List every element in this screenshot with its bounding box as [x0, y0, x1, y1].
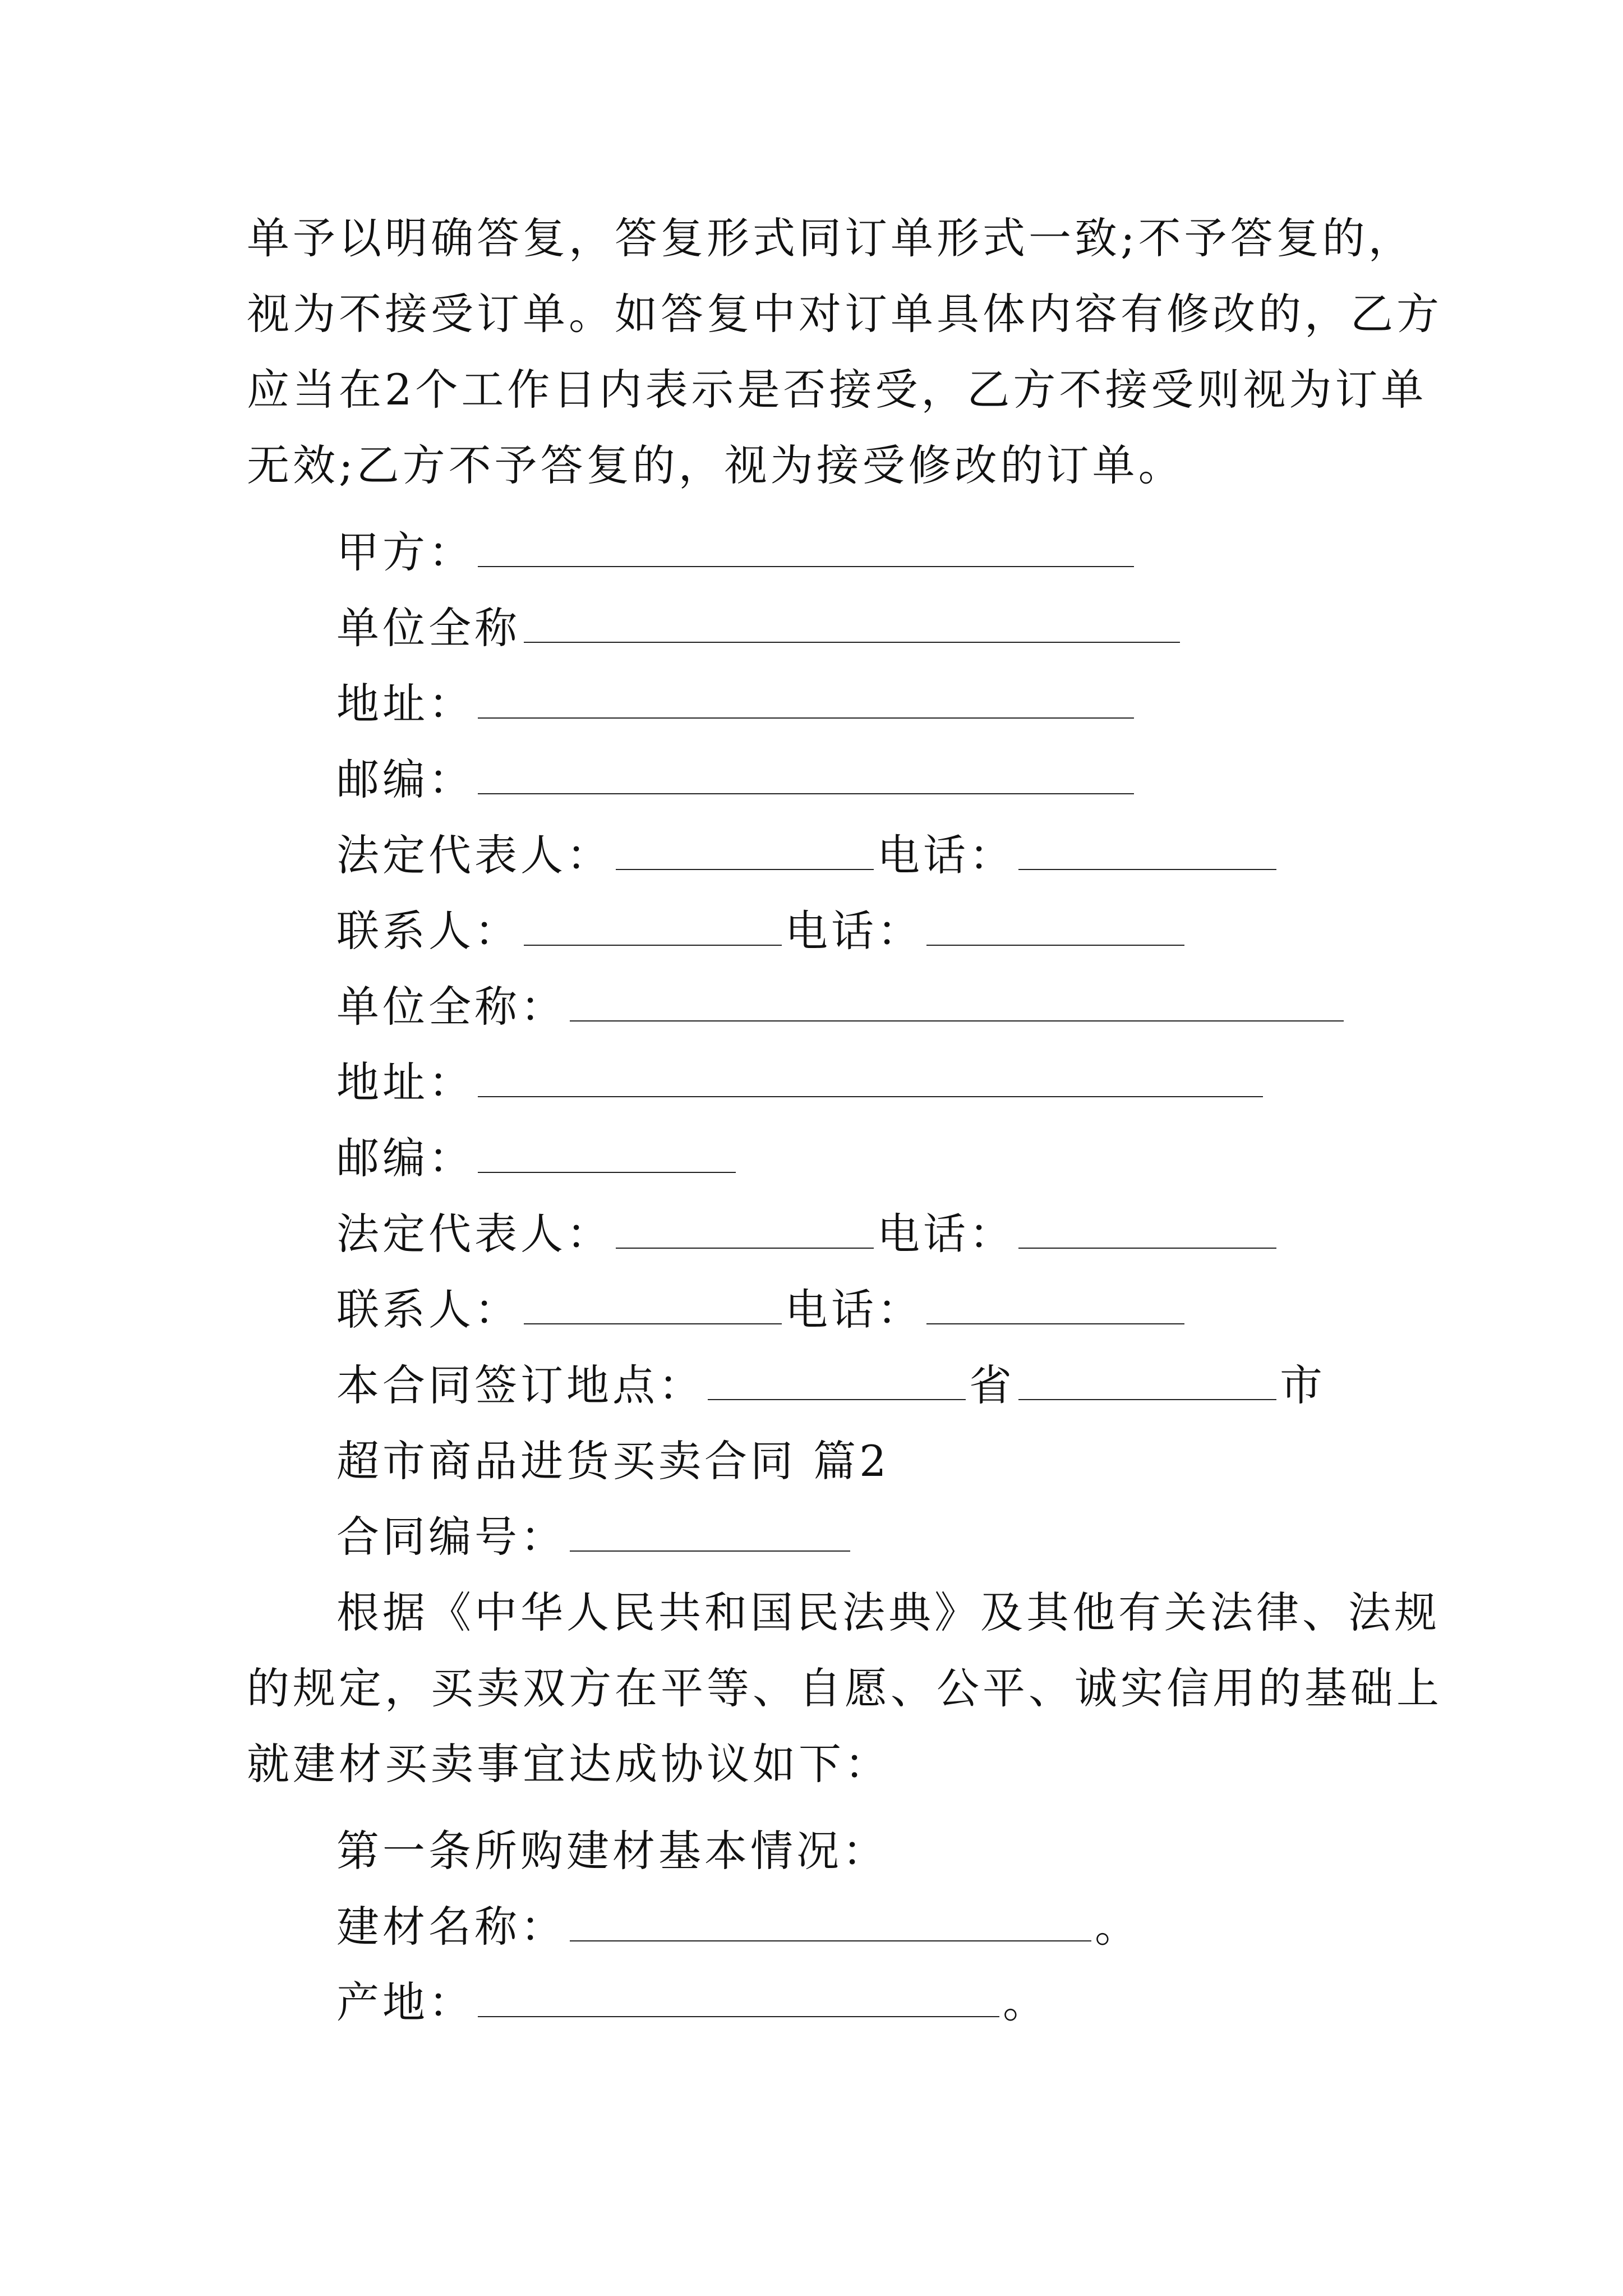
- material-name-label: 建材名称：: [336, 1902, 566, 1952]
- legal-rep-blank[interactable]: [616, 1213, 874, 1249]
- city-blank[interactable]: [1018, 1364, 1276, 1400]
- party-a-fullname-row: [336, 597, 1183, 659]
- party-b-postcode-row: [336, 1128, 739, 1189]
- legal-rep-blank[interactable]: [616, 834, 874, 870]
- text-line: 单予以明确答复，答复形式同订单形式一致;不予答复的，: [247, 213, 1414, 263]
- contract-number-label: 合同编号：: [336, 1512, 566, 1562]
- phone-blank[interactable]: [1018, 834, 1276, 870]
- contract-number-row: [336, 1506, 854, 1568]
- text-line: 就建材买卖事宜达成协议如下：: [247, 1739, 891, 1789]
- postcode-blank[interactable]: [478, 758, 1134, 794]
- full-name-label: 单位全称：: [336, 982, 566, 1032]
- postcode-label: 邮编：: [336, 1133, 474, 1183]
- signing-place-label: 本合同签订地点：: [336, 1360, 704, 1410]
- party-a-address-row: [336, 673, 1137, 735]
- city-label: 市: [1280, 1360, 1326, 1410]
- text-line: 根据《中华人民共和国民法典》及其他有关法律、法规: [336, 1588, 1440, 1637]
- text-line: 的规定，买卖双方在平等、自愿、公平、诚实信用的基础上: [247, 1663, 1442, 1713]
- contract-number-blank[interactable]: [570, 1516, 850, 1552]
- party-a-contact-row: [336, 900, 1188, 962]
- article-heading: 第一条所购建材基本情况：: [336, 1826, 888, 1876]
- party-b-legal-rep-row: [336, 1203, 1280, 1265]
- phone-blank[interactable]: [1018, 1213, 1276, 1249]
- address-blank[interactable]: [478, 683, 1134, 719]
- province-label: 省: [969, 1360, 1015, 1410]
- phone-blank[interactable]: [926, 910, 1184, 946]
- phone-label: 电话：: [785, 906, 923, 956]
- full-name-label: 单位全称: [336, 603, 520, 653]
- period: 。: [1003, 1977, 1049, 2027]
- party-b-address-row: [336, 1052, 1266, 1114]
- contact-label: 联系人：: [336, 1285, 520, 1335]
- signing-place-row: [336, 1355, 1326, 1416]
- party-b-contact-row: [336, 1279, 1188, 1341]
- postcode-label: 邮编：: [336, 754, 474, 804]
- phone-label: 电话：: [877, 1209, 1015, 1259]
- address-blank[interactable]: [478, 1061, 1263, 1097]
- contact-blank[interactable]: [524, 910, 782, 946]
- full-name-blank[interactable]: [570, 986, 1344, 1022]
- origin-blank[interactable]: [478, 1981, 999, 2017]
- phone-label: 电话：: [785, 1285, 923, 1335]
- address-label: 地址：: [336, 1057, 474, 1107]
- phone-label: 电话：: [877, 830, 1015, 880]
- party-a-row: [336, 522, 1137, 583]
- address-label: 地址：: [336, 679, 474, 729]
- origin-row: [336, 1972, 1049, 2033]
- text-line: 应当在2个工作日内表示是否接受，乙方不接受则视为订单: [247, 365, 1427, 415]
- material-name-blank[interactable]: [570, 1906, 1091, 1941]
- legal-rep-label: 法定代表人：: [336, 1209, 612, 1259]
- period: 。: [1095, 1902, 1141, 1952]
- origin-label: 产地：: [336, 1977, 474, 2027]
- legal-rep-label: 法定代表人：: [336, 830, 612, 880]
- party-b-fullname-row: [336, 976, 1347, 1038]
- full-name-blank[interactable]: [524, 607, 1180, 643]
- contact-blank[interactable]: [524, 1289, 782, 1324]
- party-a-postcode-row: [336, 749, 1137, 811]
- party-a-label: 甲方：: [336, 527, 474, 577]
- text-line: 无效;乙方不予答复的，视为接受修改的订单。: [247, 440, 1184, 490]
- postcode-blank[interactable]: [478, 1137, 736, 1173]
- province-blank[interactable]: [708, 1364, 966, 1400]
- section-title: 超市商品进货买卖合同 篇2: [336, 1436, 890, 1486]
- party-a-legal-rep-row: [336, 825, 1280, 886]
- material-name-row: [336, 1896, 1141, 1958]
- party-a-blank[interactable]: [478, 531, 1134, 567]
- contact-label: 联系人：: [336, 906, 520, 956]
- phone-blank[interactable]: [926, 1289, 1184, 1324]
- text-line: 视为不接受订单。如答复中对订单具体内容有修改的，乙方: [247, 289, 1442, 339]
